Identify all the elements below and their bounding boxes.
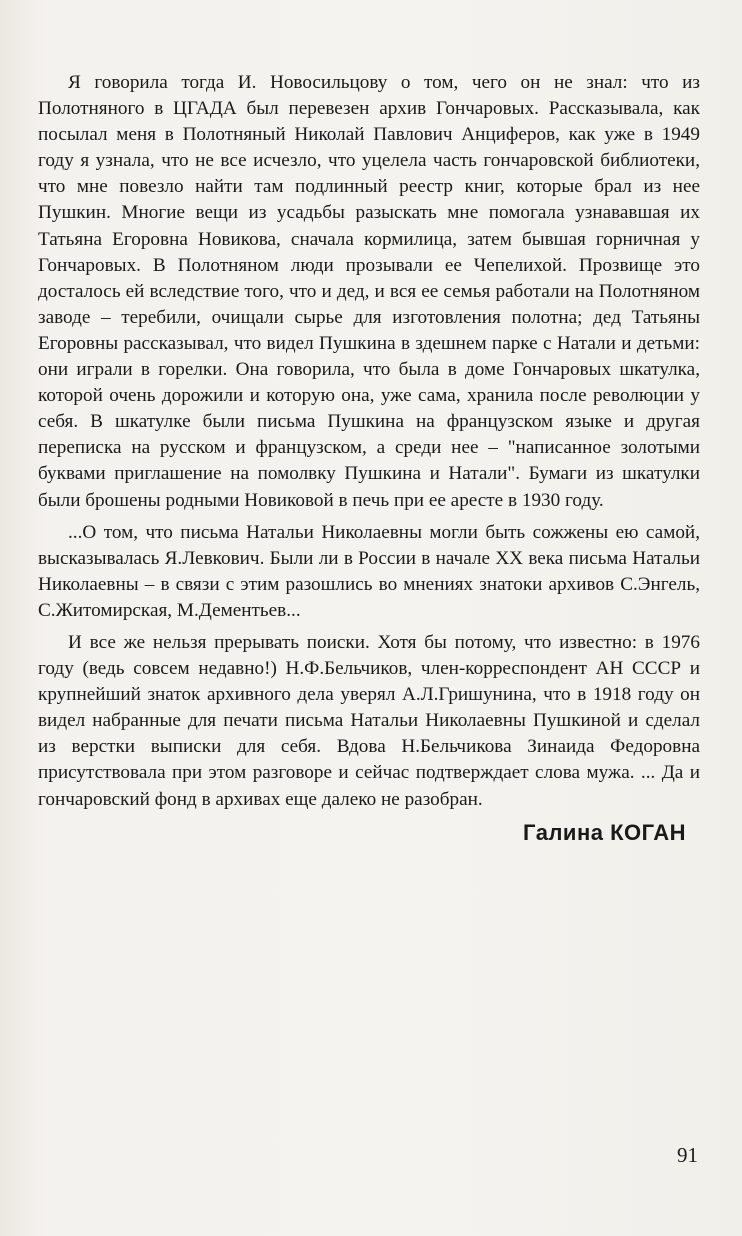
paragraph-2: ...О том, что письма Натальи Николаевны могли быть сожжены ею самой, высказывалась Я.Левкович. Были ли в России в начале XX века письма Натальи Николаевны – в связи с этим разошлись во мнениях знатоки архивов С.Энгель, С.Житомирская, М.Дементьев... (38, 521, 700, 621)
article-text (38, 70, 700, 819)
paragraph-1: Я говорила тогда И. Новосильцову о том, чего он не знал: что из Полотняного в ЦГАДА был перевезен архив Гончаровых. Рассказывала, как посылал меня в Полотняный Николай Павлович Анциферов, как уже в 1949 году я узнала, что не все исчезло, что уцелела часть гончаровской библиотеки, что мне повезло найти там подлинный реестр книг, которые брал из нее Пушкин. Многие вещи из усадьбы разыскать мне помогала узнававшая их Татьяна Егоровна Новикова, сначала кормилица, затем бывшая горничная у Гончаровых. В Полотняном люди прозывали ее Чепелихой. Прозвище это досталось ей вследствие того, что и дед, и вся ее семья работали на Полотняном заводе – теребили, очищали сырье для изготовления полотна; дед Татьяны Егоровны рассказывал, что видел Пушкина в здешнем парке с Натали и детьми: они играли в горелки. Она говорила, что была в доме Гончаровых шкатулка, которой очень дорожили и которую она, уже сама, хранила после революции у себя. В шкатулке были письма Пушкина на французском языке и другая переписка на русском и французском, а среди нее – "написанное золотыми буквами приглашение на помолвку Пушкина и Натали". Бумаги из шкатулки были брошены родными Новиковой в печь при ее аресте в 1930 году. (38, 72, 700, 511)
paragraph-3: И все же нельзя прерывать поиски. Хотя бы потому, что известно: в 1976 году (ведь совсем недавно!) Н.Ф.Бельчиков, член-корреспондент АН СССР и крупнейший знаток архивного дела уверял А.Л.Гришунина, что в 1918 году он видел набранные для печати письма Натальи Николаевны Пушкиной и сделал из верстки выписки для себя. Вдова Н.Бельчикова Зинаида Федоровна присутствовала при этом разговоре и сейчас подтверждает слова мужа. ... Да и гончаровский фонд в архивах еще далеко не разобран. (38, 631, 700, 810)
page-number: 91 (677, 1143, 698, 1167)
author-signature: Галина КОГАН (523, 820, 686, 845)
